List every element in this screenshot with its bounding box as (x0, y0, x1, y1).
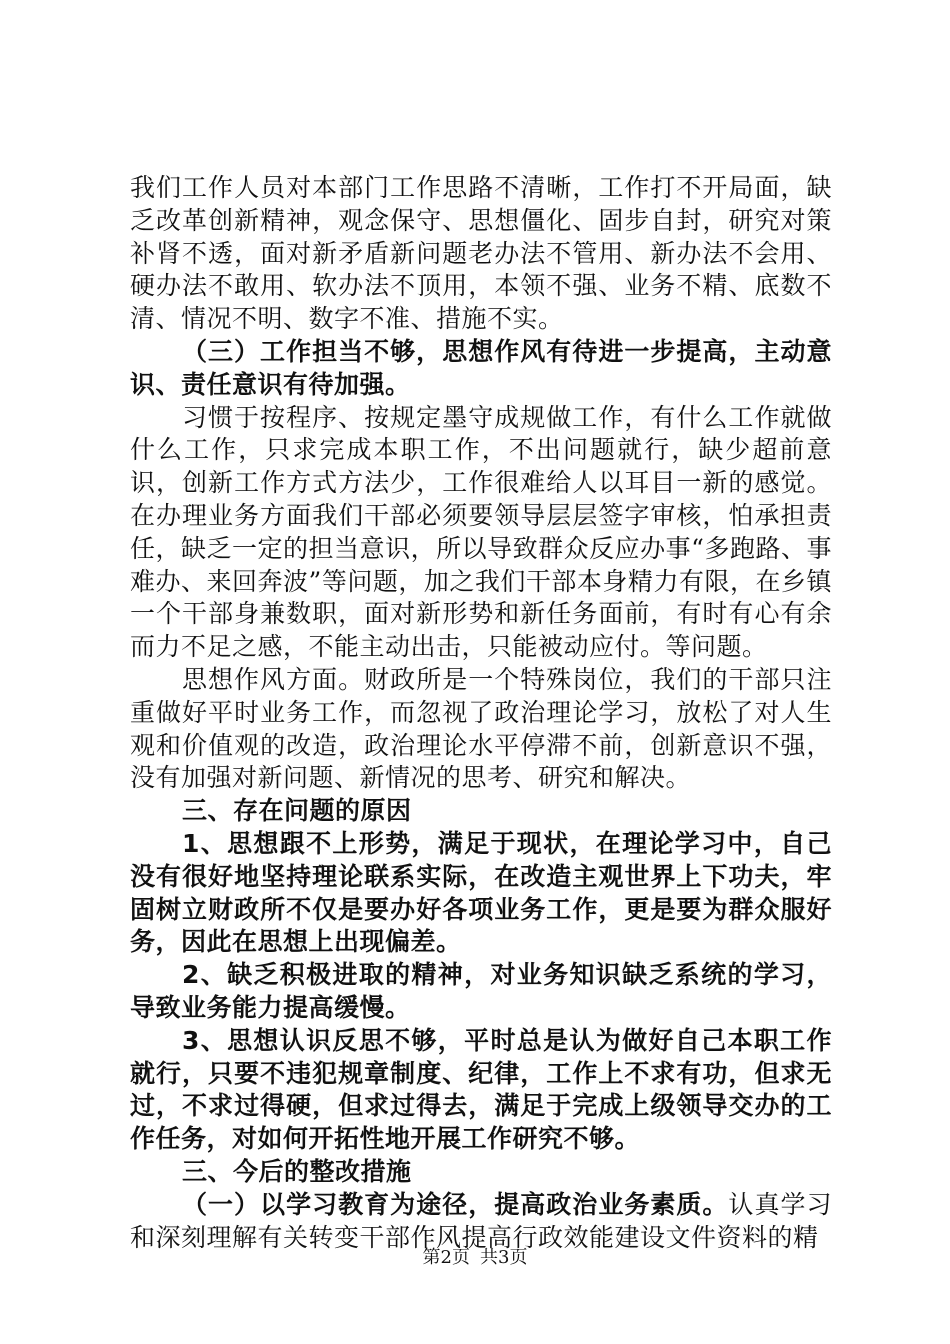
paragraph-work-thinking: 我们工作人员对本部门工作思路不清晰，工作打不开局面，缺乏改革创新精神，观念保守、思想僵化、固步自封，研究对策补肾不透，面对新矛盾新问题老办法不管用、新办法不会用、硬办法不敢用、软办法不顶用，本领不强、业务不精、底数不清、情况不明、数字不准、措施不实。 (130, 173, 832, 334)
heading-rectification-measures: 三、今后的整改措施 (182, 1156, 412, 1186)
paragraph-routine-work: 习惯于按程序、按规定墨守成规做工作，有什么工作就做什么工作，只求完成本职工作，不出问题就行，缺少超前意识，创新工作方式方法少，工作很难给人以耳目一新的感觉。在办理业务方面我们干部必须要领导层层签字审核，怕承担责任，缺乏一定的担当意识，所以导致群众反应办事“多跑路、事难办、来回奔波”等问题，加之我们干部本身精力有限，在乡镇一个干部身兼数职，面对新形势和新任务面前，有时有心有余而力不足之感，不能主动出击，只能被动应付。等问题。 (130, 402, 832, 662)
heading-work-responsibility: （三）工作担当不够，思想作风有待进一步提高，主动意识、责任意识有待加强。 (130, 336, 832, 399)
measure-1-text: 认真学习和深刻理解有关转变干部作风提高行政效能建设文件资料的精 (130, 1189, 832, 1252)
page-footer (0, 1243, 950, 1269)
page-total: 共3页 (480, 1247, 528, 1268)
measure-1-heading: （一）以学习教育为途径，提高政治业务素质。 (182, 1189, 729, 1219)
cause-item-3: 3、思想认识反思不够，平时总是认为做好自己本职工作就行，只要不违犯规章制度、纪律，工作上不求有功，但求无过，不求过得硬，但求过得去，满足于完成上级领导交办的工作任务，对如何开拓性地开展工作研究不够。 (130, 1025, 832, 1154)
page-number: 第2页 (422, 1247, 470, 1268)
cause-item-1: 1、思想跟不上形势，满足于现状，在理论学习中，自己没有很好地坚持理论联系实际，在改造主观世界上下功夫，牢固树立财政所不仅是要办好各项业务工作，更是要为群众服好务，因此在思想上出现偏差。 (130, 828, 832, 957)
document-body (130, 172, 832, 1254)
heading-problem-causes: 三、存在问题的原因 (182, 796, 412, 826)
paragraph-ideological-style: 思想作风方面。财政所是一个特殊岗位，我们的干部只注重做好平时业务工作，而忽视了政治理论学习，放松了对人生观和价值观的改造，政治理论水平停滞不前，创新意识不强，没有加强对新问题、新情况的思考、研究和解决。 (130, 664, 832, 793)
cause-item-2: 2、缺乏积极进取的精神，对业务知识缺乏系统的学习，导致业务能力提高缓慢。 (130, 960, 832, 1022)
